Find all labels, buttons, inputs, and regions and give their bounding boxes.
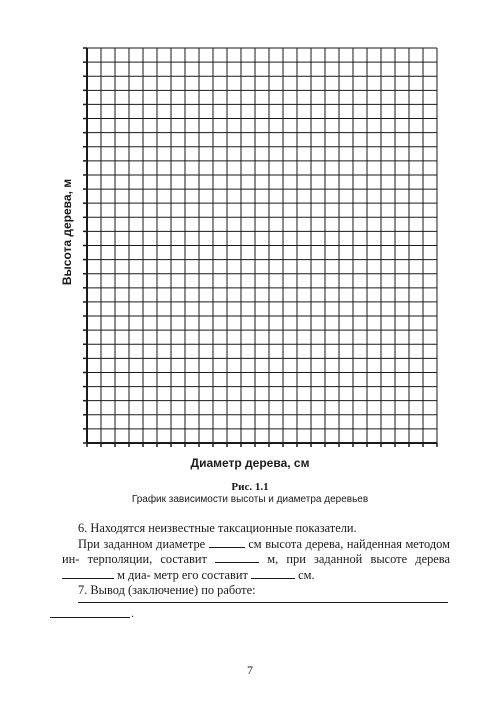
item-6-paragraph: При заданном диаметре см высота дерева, найденная методом ин- терполяции, составит м, при заданной высоте дерева м диа- метр его составит см. [62, 536, 450, 582]
item-6-title: 6. Находятся неизвестные таксационные показатели. [78, 521, 357, 535]
item-7-title: 7. Вывод (заключение) по работе: [78, 583, 256, 598]
figure-caption: График зависимости высоты и диаметра деревьев [131, 494, 369, 505]
diameter-result-blank[interactable] [251, 568, 295, 579]
figure-number: Рис. 1.1 [231, 481, 269, 493]
worksheet-text [62, 521, 450, 599]
conclusion-line-1[interactable] [78, 602, 448, 603]
conclusion-line-2[interactable] [50, 617, 130, 618]
conclusion-end-period: . [131, 606, 134, 620]
height-given-blank[interactable] [62, 568, 114, 579]
y-axis-label: Высота дерева, м [60, 178, 74, 286]
diameter-blank[interactable] [209, 537, 245, 548]
page-number: 7 [247, 663, 253, 677]
x-axis-label: Диаметр дерева, см [190, 456, 310, 470]
height-result-blank[interactable] [215, 552, 259, 563]
